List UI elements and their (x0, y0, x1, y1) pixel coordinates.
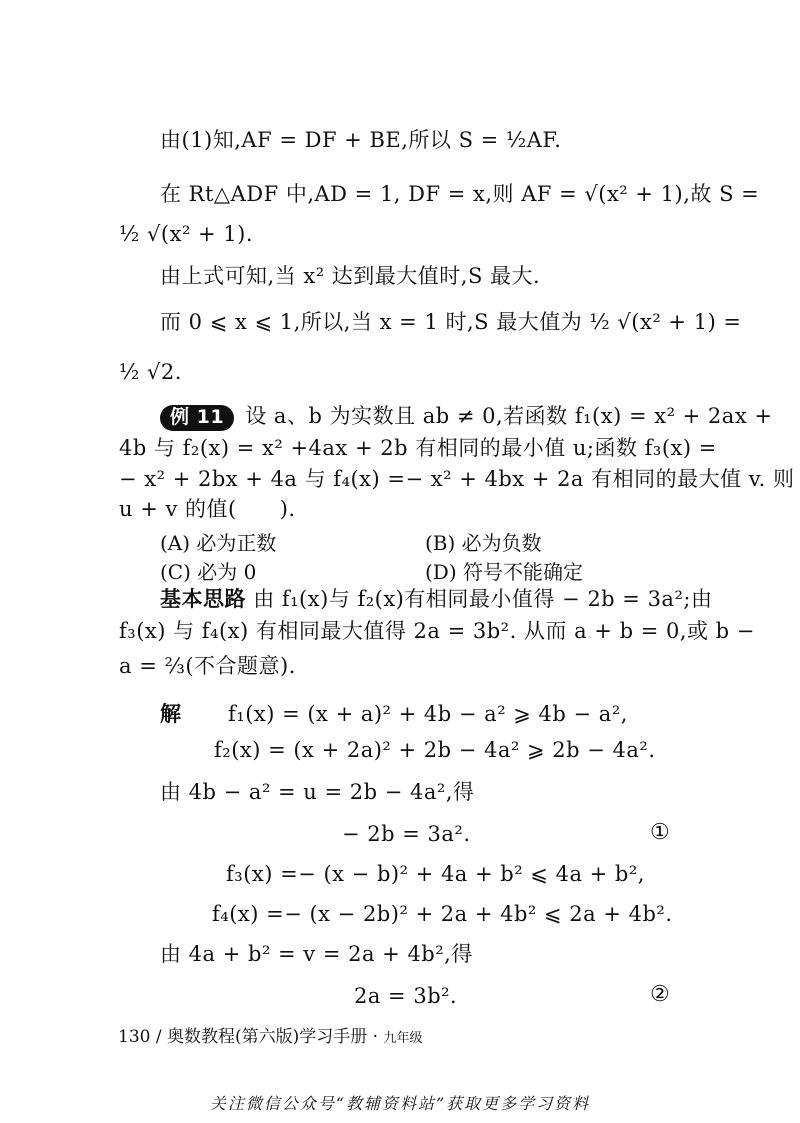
text-line-12: f₃(x) 与 f₄(x) 有相同最大值得 2a = 3b². 从而 a + b = 0,或 b − (119, 619, 755, 643)
page-number: 130 / (118, 1027, 162, 1047)
option-d: (D) 符号不能确定 (425, 560, 583, 584)
text-line-3: ½ √(x² + 1). (119, 222, 254, 246)
idea-line (160, 587, 712, 612)
example-11-line (160, 404, 772, 431)
text-line-13: a = ⅔(不合题意). (119, 654, 296, 678)
text-line-5: 而 0 ⩽ x ⩽ 1,所以,当 x = 1 时,S 最大值为 ½ √(x² + 1) = (160, 310, 742, 334)
equation-number-1: ① (650, 820, 670, 845)
equation-1: − 2b = 3a². (342, 822, 471, 846)
promo-note: 关注微信公众号“教辅资料站”获取更多学习资料 (209, 1094, 591, 1113)
book-title: 奥数教程(第六版)学习手册 · (167, 1027, 379, 1047)
equation-f3: f₃(x) =− (x − b)² + 4a + b² ⩽ 4a + b², (226, 862, 645, 886)
page-footer (118, 1022, 423, 1047)
grade-label: 九年级 (383, 1031, 423, 1046)
text-line-20: 由 4a + b² = v = 2a + 4b²,得 (160, 942, 473, 966)
option-c: (C) 必为 0 (160, 560, 257, 584)
idea-label: 基本思路 (160, 587, 246, 611)
option-b: (B) 必为负数 (425, 531, 542, 555)
text-line-2: 在 Rt△ADF 中,AD = 1, DF = x,则 AF = √(x² + 1),故 S = (160, 182, 760, 206)
equation-number-2: ② (650, 982, 670, 1007)
text-line-16: 由 4b − a² = u = 2b − 4a²,得 (160, 780, 475, 804)
text-line-9: − x² + 2bx + 4a 与 f₄(x) =− x² + 4bx + 2a 有相同的最大值 v. 则 (119, 467, 795, 491)
equation-f2: f₂(x) = (x + 2a)² + 2b − 4a² ⩾ 2b − 4a². (214, 738, 656, 762)
option-a: (A) 必为正数 (160, 531, 277, 555)
solution-label-text: 解 (160, 702, 182, 726)
example-badge: 例 11 (160, 405, 234, 431)
idea-text: 由 f₁(x)与 f₂(x)有相同最小值得 − 2b = 3a²;由 (253, 587, 713, 611)
equation-f1: f₁(x) = (x + a)² + 4b − a² ⩾ 4b − a², (228, 702, 628, 726)
equation-2: 2a = 3b². (354, 984, 458, 1008)
solution-label (160, 702, 182, 727)
equation-f4: f₄(x) =− (x − 2b)² + 2a + 4b² ⩽ 2a + 4b². (212, 902, 673, 926)
text-line-4: 由上式可知,当 x² 达到最大值时,S 最大. (160, 264, 541, 288)
text-line-8: 4b 与 f₂(x) = x² +4ax + 2b 有相同的最小值 u;函数 f₃(x) = (119, 436, 717, 460)
text-line-10: u + v 的值( ). (119, 497, 296, 521)
example-text: 设 a、b 为实数且 ab ≠ 0,若函数 f₁(x) = x² + 2ax + (245, 404, 773, 428)
text-line-6: ½ √2. (119, 360, 182, 384)
text-line-1: 由(1)知,AF = DF + BE,所以 S = ½AF. (160, 128, 562, 152)
